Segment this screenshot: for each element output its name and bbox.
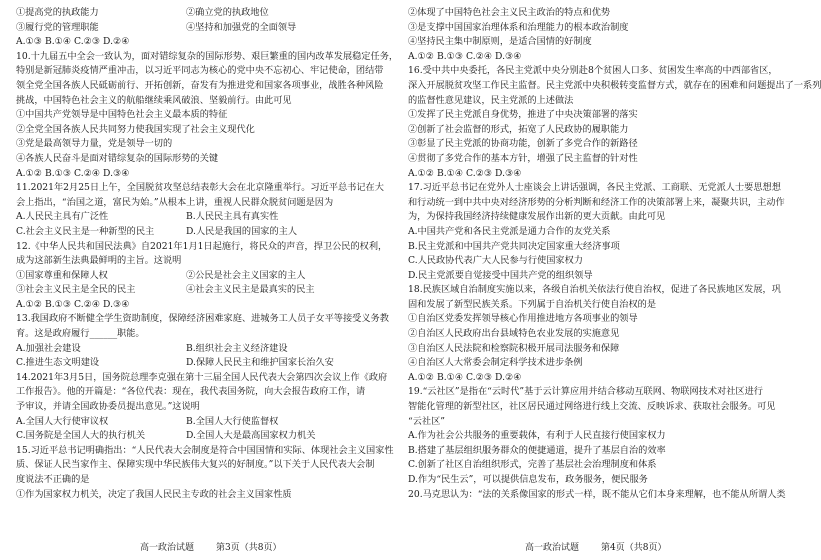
option: D.作为“民生云”，可以提供信息发布，政务服务，便民服务 [408,474,648,485]
question-17: 17.习近平总书记在党外人士座谈会上讲话强调，各民主党派、工商联、无党派人士要思想想 和行动统一到中共中央对经济形势的分析判断和经济工作的决策部署上来，凝聚共识，主动作 为，为保持我国经济持续健康发展作出新的更大贡献。由此可见 A.中国共产党和各民主党派是通力合作的友党关系 B.民主党派和中国共产党共同决定国家重大经济事项 C.人民政协代表广大人民参与行使国家权力 D.民主党派要自觉接受中国共产党的组织领导 [408,181,778,283]
answer-choices: A.①② B.①③ C.②④ D.③④ [16,167,130,179]
option: C.人民政协代表广大人民参与行使国家权力 [408,255,583,267]
page-footer-left: 高一政治试题 第3页（共8页） [140,543,282,553]
question-12: 12.《中华人民共和国民法典》自2021年1月1日起施行，将民众的声音，捍卫公民的权利， 成为这部新生法典最鲜明的主旨。这说明 ①国家尊重和保障人权 ②公民是社会主义国家的主人 ③社会主义民主是全民的民主 ④社会主义民主是最真实的民主 A.①② B.①③ C.②④ D.③④ [16,240,386,313]
option: C.创新了社区自治组织形式，完善了基层社会治理制度和体系 [408,459,657,471]
option: B.民主党派和中国共产党共同决定国家重大经济事项 [408,240,620,252]
option: ②自治区人民政府出台县域特色农业发展的实施意见 [408,328,620,340]
option: ④自治区人大常委会制定科学技术进步条例 [408,357,583,369]
option-row: C.社会主义民主是一种新型的民主 D.人民是我国的国家的主人 [16,225,298,237]
answer-choices: A.①② B.①③ C.②④ D.③④ [408,50,522,62]
option: ④贯彻了多党合作的基本方针，增强了民主监督的针对性 [408,152,638,164]
answer-choices: A.①② B.①④ C.②③ D.②④ [408,371,522,383]
question-14: 14.2021年3月5日，国务院总理李克强在第十三届全国人民代表大会第四次会议上作《政府 工作报告》。他的开篇是：“各位代表：现在，我代表国务院，向大会报告政府工作，请 予审议，并请全国政协委员提出意见。”这说明 A.全国人大行使审议权 B.全国人大行使监督权 C.国务院是全国人大的执行机关 D.全国人大是最高国家权力机关 [16,371,386,444]
question-10: 10.十九届五中全会一致认为，面对错综复杂的国际形势、艰巨繁重的国内改革发展稳定任务， 特别是新冠肺炎疫情严重冲击，以习近平同志为核心的党中央不忘初心、牢记使命，团结带 领全党全国各族人民砥砺前行、开拓创新，奋发有为推进党和国家各项事业，战胜各种风险 挑战，中国特色社会主义的航船继续乘风破浪、坚毅前行。由此可见 ①中国共产党领导是中国特色社会主义最本质的特征 ②全党全国各族人民共同努力使我国实现了社会主义现代化 ③党是最高领导力量，党是领导一切的 ④各族人民奋斗是面对错综复杂的国际形势的关键 A.①② B.①③ C.②④ D.③④ [16,50,386,181]
right-column [408,6,821,502]
question-11: 11.2021年2月25日上午，全国脱贫攻坚总结表彰大会在北京隆重举行。习近平总书记在大 会上指出，“治国之道，富民为始。”从根本上讲，重视人民群众脱贫问题是因为 A.人民民主具有广泛性 B.人民民主具有真实性 C.社会主义民主是一种新型的民主 D.人民是我国的国家的主人 [16,181,386,239]
left-column [16,6,399,502]
question-16: 16.受中共中央委托，各民主党派中央分别赴8个贫困人口多、贫困发生率高的中西部省区， 深入开展脱贫攻坚工作民主监督。民主党派中央积极转变监督方式，就存在的困难和问题提出了一系列 的监督性意见建议，民主党派的上述做法 ①发挥了民主党派自身优势，推进了中央决策部署的落实 ②创新了社会监督的形式，拓宽了人民政协的履职能力 ③彰显了民主党派的协商功能，创新了多党合作的新路径 ④贯彻了多党合作的基本方针，增强了民主监督的针对性 A.①② B.①④ C.②③ D.③④ [408,64,778,181]
option: ④坚持民主集中制原则，是适合国情的好制度 [408,36,592,48]
option: ①自治区党委发挥领导核心作用推进地方各项事业的领导 [408,313,638,325]
option: ①中国共产党领导是中国特色社会主义最本质的特征 [16,109,228,121]
option: A.作为社会公共服务的重要载体，有利于人民直接行使国家权力 [408,430,666,442]
option-row: ①提高党的执政能力 ②确立党的执政地位 [16,7,269,18]
option-row: A.加强社会建设 B.组织社会主义经济建设 [16,342,288,354]
answer-choices: A.①③ B.①④ C.②③ D.②④ [16,36,130,48]
option: ②体现了中国特色社会主义民主政治的特点和优势 [408,7,611,18]
option-row: ③社会主义民主是全民的民主 ④社会主义民主是最真实的民主 [16,284,315,296]
question-19: 19.“云社区”是指在“云时代”基于云计算应用并结合移动互联网、物联网技术对社区进行 智能化管理的新型社区，社区居民通过网络进行线上交流、反映诉求、获取社会服务。可见 “云社区” A.作为社会公共服务的重要载体，有利于人民直接行使国家权力 B.搭建了基层组织服务群众的便捷通道，提升了基层自治的效率 C.创新了社区自治组织形式，完善了基层社会治理制度和体系 D.作为“民生云”，可以提供信息发布，政务服务，便民服务 [408,385,778,487]
option: ③是支撑中国国家治理体系和治理能力的根本政治制度 [408,21,629,33]
option: ③彰显了民主党派的协商功能，创新了多党合作的新路径 [408,138,638,150]
option: ④各族人民奋斗是面对错综复杂的国际形势的关键 [16,152,219,164]
option-row: A.人民民主具有广泛性 B.人民民主具有真实性 [16,211,279,223]
option: ③自治区人民法院和检察院积极开展司法服务和保障 [408,342,620,354]
option: ①作为国家权力机关，决定了我国人民民主专政的社会主义国家性质 [16,488,292,500]
question-15: 15.习近平总书记明确指出：“人民代表大会制度是符合中国国情和实际、体现社会主义国家性 质、保证人民当家作主、保障实现中华民族伟大复兴的好制度。”以下关于人民代表大会制 度说法不正确的是 ①作为国家权力机关，决定了我国人民民主专政的社会主义国家性质 [16,444,386,502]
option-row: C.推进生态文明建设 D.保障人民民主和维护国家长治久安 [16,357,334,369]
option-row: ③履行党的管理职能 ④坚持和加强党的全面领导 [16,21,297,33]
question-20: 20.马克思认为：“法的关系像国家的形式一样，既不能从它们本身来理解，也不能从所谓人类 [408,488,786,500]
option-row: A.全国人大行使审议权 B.全国人大行使监督权 [16,415,279,427]
option: ②创新了社会监督的形式，拓宽了人民政协的履职能力 [408,123,629,135]
option-row: C.国务院是全国人大的执行机关 D.全国人大是最高国家权力机关 [16,430,316,442]
option: D.民主党派要自觉接受中国共产党的组织领导 [408,269,593,281]
option-row: ①国家尊重和保障人权 ②公民是社会主义国家的主人 [16,269,306,281]
question-13: 13.我国政府不断健全学生资助制度，保障经济困难家庭、进城务工人员子女平等接受义务教 育。这是政府履行______职能。 A.加强社会建设 B.组织社会主义经济建设 C.推进生态文明建设 D.保障人民民主和维护国家长治久安 [16,312,386,370]
answer-choices: A.①② B.①④ C.②③ D.③④ [408,167,522,179]
option: A.中国共产党和各民主党派是通力合作的友党关系 [408,225,611,237]
option: ③党是最高领导力量，党是领导一切的 [16,138,173,150]
page-footer-right: 高一政治试题 第4页（共8页） [525,543,667,553]
option: ①发挥了民主党派自身优势，推进了中央决策部署的落实 [408,109,638,121]
option: B.搭建了基层组织服务群众的便捷通道，提升了基层自治的效率 [408,444,666,456]
option: ②全党全国各族人民共同努力使我国实现了社会主义现代化 [16,123,255,135]
question-18: 18.民族区域自治制度实施以来，各级自治机关依法行使自治权，促进了各民族地区发展，巩 固和发展了新型民族关系。下列属于自治机关行使自治权的是 ①自治区党委发挥领导核心作用推进地方各项事业的领导 ②自治区人民政府出台县域特色农业发展的实施意见 ③自治区人民法院和检察院积极开展司法服务和保障 ④自治区人大常委会制定科学技术进步条例 A.①② B.①④ C.②③ D.②④ [408,283,778,385]
answer-choices: A.①② B.①③ C.②④ D.③④ [16,298,130,310]
